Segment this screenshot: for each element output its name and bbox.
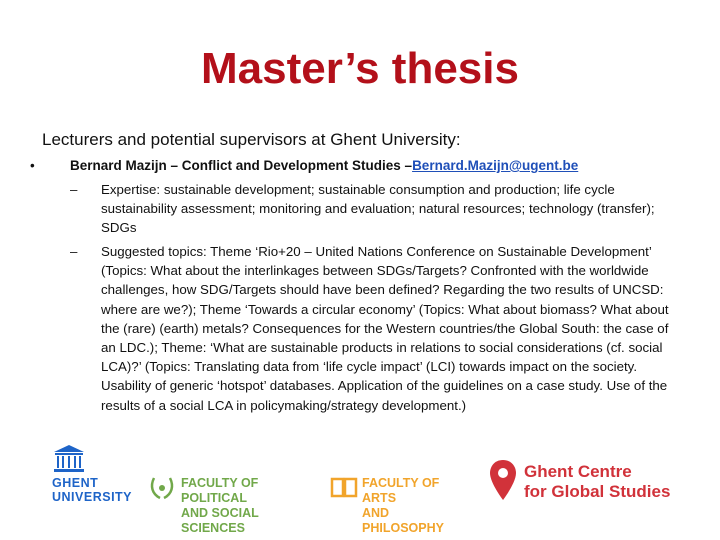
- ghent-centre-global-studies-logo: [488, 458, 688, 512]
- dash-marker: –: [70, 182, 78, 197]
- gcgs-wordmark: [524, 462, 670, 502]
- university-building-icon: [52, 444, 86, 474]
- arts-wordmark: [362, 476, 470, 536]
- laurel-icon: [148, 474, 176, 502]
- logo-strip: [0, 440, 720, 535]
- slide-title: Master’s thesis: [201, 44, 519, 93]
- supervisor-name: Bernard Mazijn – Conflict and Development Studies –: [70, 158, 413, 173]
- expertise-text: Expertise: sustainable development; sustainable consumption and production; life cycle sustainability assessment; monitoring and evaluation; natural resources; technology (transfer); SDGs: [101, 182, 655, 236]
- arts-line1: FACULTY OF ARTS: [362, 476, 440, 505]
- gcgs-line2: for Global Studies: [524, 482, 671, 501]
- topics-text: Suggested topics: Theme ‘Rio+20 – United Nations Conference on Sustainable Development’ (Topics: What about the interlinkages between SDGs/Targets? Confronted with the worldwide challenges, how SDG/Targets should have been defined? Regarding the two results of UNCSD: where are we?); Theme ‘Towards a circular economy’ (Topics: What about biomass? What about the (rare) (earth) metals? Consequences for the Western countries/the Global South: the case of an LDC.); Theme: ‘What are sustainable products in relations to social considerations (cf. social LCA)?’ (Topics: Translating data from ‘life cycle impact’ (LCI) towards impact on the society. Usability of generic ‘hotspot’ databases. Application of the guidelines on a case study. Use of the results of a social LCA in policymaking/strategy development.): [101, 244, 669, 413]
- political-line2: AND SOCIAL SCIENCES: [181, 506, 259, 535]
- gcgs-line1: Ghent Centre: [524, 462, 632, 481]
- bullet-marker: •: [30, 158, 35, 173]
- ghent-university-logo: [52, 444, 133, 508]
- ugent-wordmark: [52, 476, 132, 504]
- topics-item: [70, 242, 678, 415]
- faculty-arts-logo: [330, 472, 470, 535]
- dash-marker: –: [70, 244, 78, 259]
- email-link[interactable]: Bernard.Mazijn@ugent.be: [412, 158, 579, 173]
- arts-line2: AND PHILOSOPHY: [362, 506, 444, 535]
- supervisor-line: [70, 158, 578, 173]
- political-wordmark: [181, 476, 313, 536]
- ugent-line2: UNIVERSITY: [52, 490, 133, 504]
- map-pin-icon: [488, 458, 518, 504]
- political-line1: FACULTY OF POLITICAL: [181, 476, 259, 505]
- open-book-icon: [330, 474, 358, 502]
- ugent-line1: GHENT: [52, 476, 99, 490]
- faculty-political-logo: [148, 472, 313, 535]
- expertise-item: [70, 180, 678, 238]
- intro-text: Lecturers and potential supervisors at Ghent University:: [42, 130, 461, 149]
